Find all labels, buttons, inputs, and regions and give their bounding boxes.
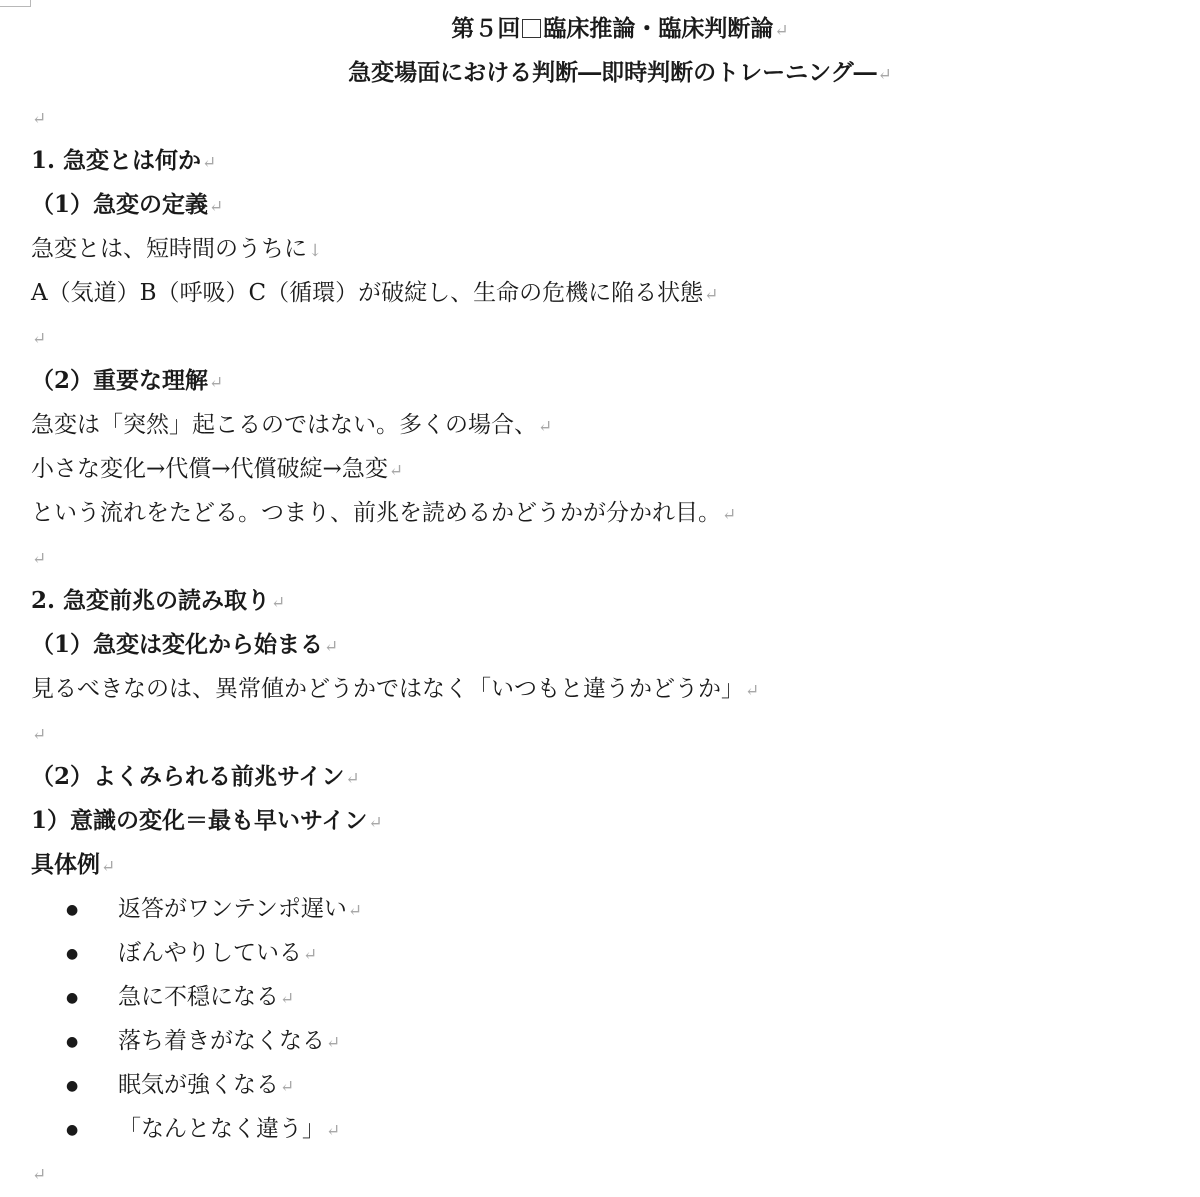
- item-1-heading: [31, 799, 383, 843]
- list-item: [66, 975, 294, 1019]
- definition-line-1-text: 急変とは、短時間のうちに: [31, 236, 307, 262]
- empty-paragraph: [31, 535, 46, 579]
- change-line-1: [31, 667, 759, 711]
- empty-paragraph: [31, 711, 46, 755]
- section-1-heading: [31, 139, 216, 183]
- subsection-2-1-heading: [31, 623, 338, 667]
- paragraph-mark: ↵: [280, 1077, 295, 1097]
- list-item-text: 眠気が強くなる: [118, 1072, 279, 1098]
- understanding-line-3-text: という流れをたどる。つまり、前兆を読めるかどうかが分かれ目。: [31, 500, 721, 526]
- paragraph-mark: ↵: [32, 1165, 47, 1185]
- paragraph-mark: ↵: [271, 593, 286, 613]
- paragraph-mark: ↵: [32, 549, 47, 569]
- paragraph-mark: ↵: [209, 373, 224, 393]
- list-item-text: 「なんとなく違う」: [118, 1116, 325, 1142]
- list-item-text: 落ち着きがなくなる: [118, 1028, 325, 1054]
- understanding-line-2-text: 小さな変化→代償→代償破綻→急変: [31, 456, 388, 482]
- list-item: [66, 1107, 340, 1151]
- definition-line-2-text: A（気道）B（呼吸）C（循環）が破綻し、生命の危機に陥る状態: [31, 280, 704, 306]
- subsection-1-1-heading-text: （1）急変の定義: [31, 191, 209, 218]
- paragraph-mark: ↵: [704, 285, 719, 305]
- subsection-1-2-heading-text: （2）重要な理解: [31, 367, 209, 394]
- document-title: [0, 7, 1200, 51]
- bullet-icon: ●: [66, 1078, 79, 1094]
- item-1-heading-text: 1）意識の変化＝最も早いサイン: [31, 807, 368, 834]
- list-item: [66, 1019, 340, 1063]
- line-break-mark: ↓: [308, 241, 323, 261]
- paragraph-mark: ↵: [877, 65, 892, 85]
- understanding-line-3: [31, 491, 736, 535]
- list-item: [66, 887, 362, 931]
- list-item-text: 急に不穏になる: [118, 984, 279, 1010]
- bullet-icon: ●: [66, 946, 79, 962]
- definition-line-1: [31, 227, 322, 271]
- understanding-line-1-text: 急変は「突然」起こるのではない。多くの場合、: [31, 412, 537, 438]
- understanding-line-1: [31, 403, 552, 447]
- paragraph-mark: ↵: [202, 153, 217, 173]
- title-prefix: 第５回: [451, 15, 521, 42]
- paragraph-mark: ↵: [347, 901, 363, 921]
- bullet-icon: ●: [66, 1122, 79, 1138]
- section-2-heading-text: 2. 急変前兆の読み取り: [31, 587, 271, 614]
- list-item: [66, 1063, 294, 1107]
- empty-paragraph: [31, 315, 46, 359]
- subsection-2-2-heading-text: （2）よくみられる前兆サイン: [31, 763, 345, 790]
- paragraph-mark: ↵: [303, 945, 318, 965]
- subsection-2-1-heading-text: （1）急変は変化から始まる: [31, 631, 324, 658]
- page-corner-mark: [0, 0, 31, 7]
- paragraph-mark: ↵: [326, 1033, 341, 1053]
- title-main: 臨床推論・臨床判断論: [543, 15, 774, 42]
- paragraph-mark: ↵: [538, 417, 553, 437]
- paragraph-mark: ↵: [32, 109, 47, 129]
- definition-line-2: [31, 271, 718, 315]
- empty-paragraph: [31, 95, 46, 139]
- paragraph-mark: ↵: [101, 857, 116, 877]
- empty-paragraph: [31, 1151, 46, 1195]
- paragraph-mark: ↵: [32, 725, 47, 745]
- paragraph-mark: ↵: [32, 329, 47, 349]
- examples-label: [31, 843, 115, 887]
- bullet-icon: ●: [66, 1034, 79, 1050]
- subtitle-text: 急変場面における判断―即時判断のトレーニング―: [348, 59, 877, 86]
- document-subtitle: [0, 51, 1200, 95]
- subsection-2-2-heading: [31, 755, 360, 799]
- bullet-icon: ●: [66, 990, 79, 1006]
- section-2-heading: [31, 579, 285, 623]
- list-item-text: ぼんやりしている: [118, 940, 302, 966]
- paragraph-mark: ↵: [326, 1121, 341, 1141]
- paragraph-mark: ↵: [280, 989, 295, 1009]
- paragraph-mark: ↵: [774, 21, 789, 41]
- missing-glyph-box: [522, 19, 541, 38]
- change-line-1-text: 見るべきなのは、異常値かどうかではなく「いつもと違うかどうか」: [31, 676, 744, 702]
- examples-label-text: 具体例: [31, 851, 100, 878]
- paragraph-mark: ↵: [388, 461, 404, 481]
- paragraph-mark: ↵: [209, 197, 224, 217]
- section-1-heading-text: 1. 急変とは何か: [31, 147, 202, 174]
- paragraph-mark: ↵: [345, 769, 360, 789]
- list-item: [66, 931, 317, 975]
- bullet-icon: ●: [66, 902, 79, 918]
- paragraph-mark: ↵: [722, 505, 737, 525]
- paragraph-mark: ↵: [368, 813, 383, 833]
- subsection-1-2-heading: [31, 359, 223, 403]
- understanding-line-2: [31, 447, 403, 491]
- subsection-1-1-heading: [31, 183, 223, 227]
- paragraph-mark: ↵: [745, 681, 760, 701]
- paragraph-mark: ↵: [324, 637, 339, 657]
- list-item-text: 返答がワンテンポ遅い: [118, 896, 347, 922]
